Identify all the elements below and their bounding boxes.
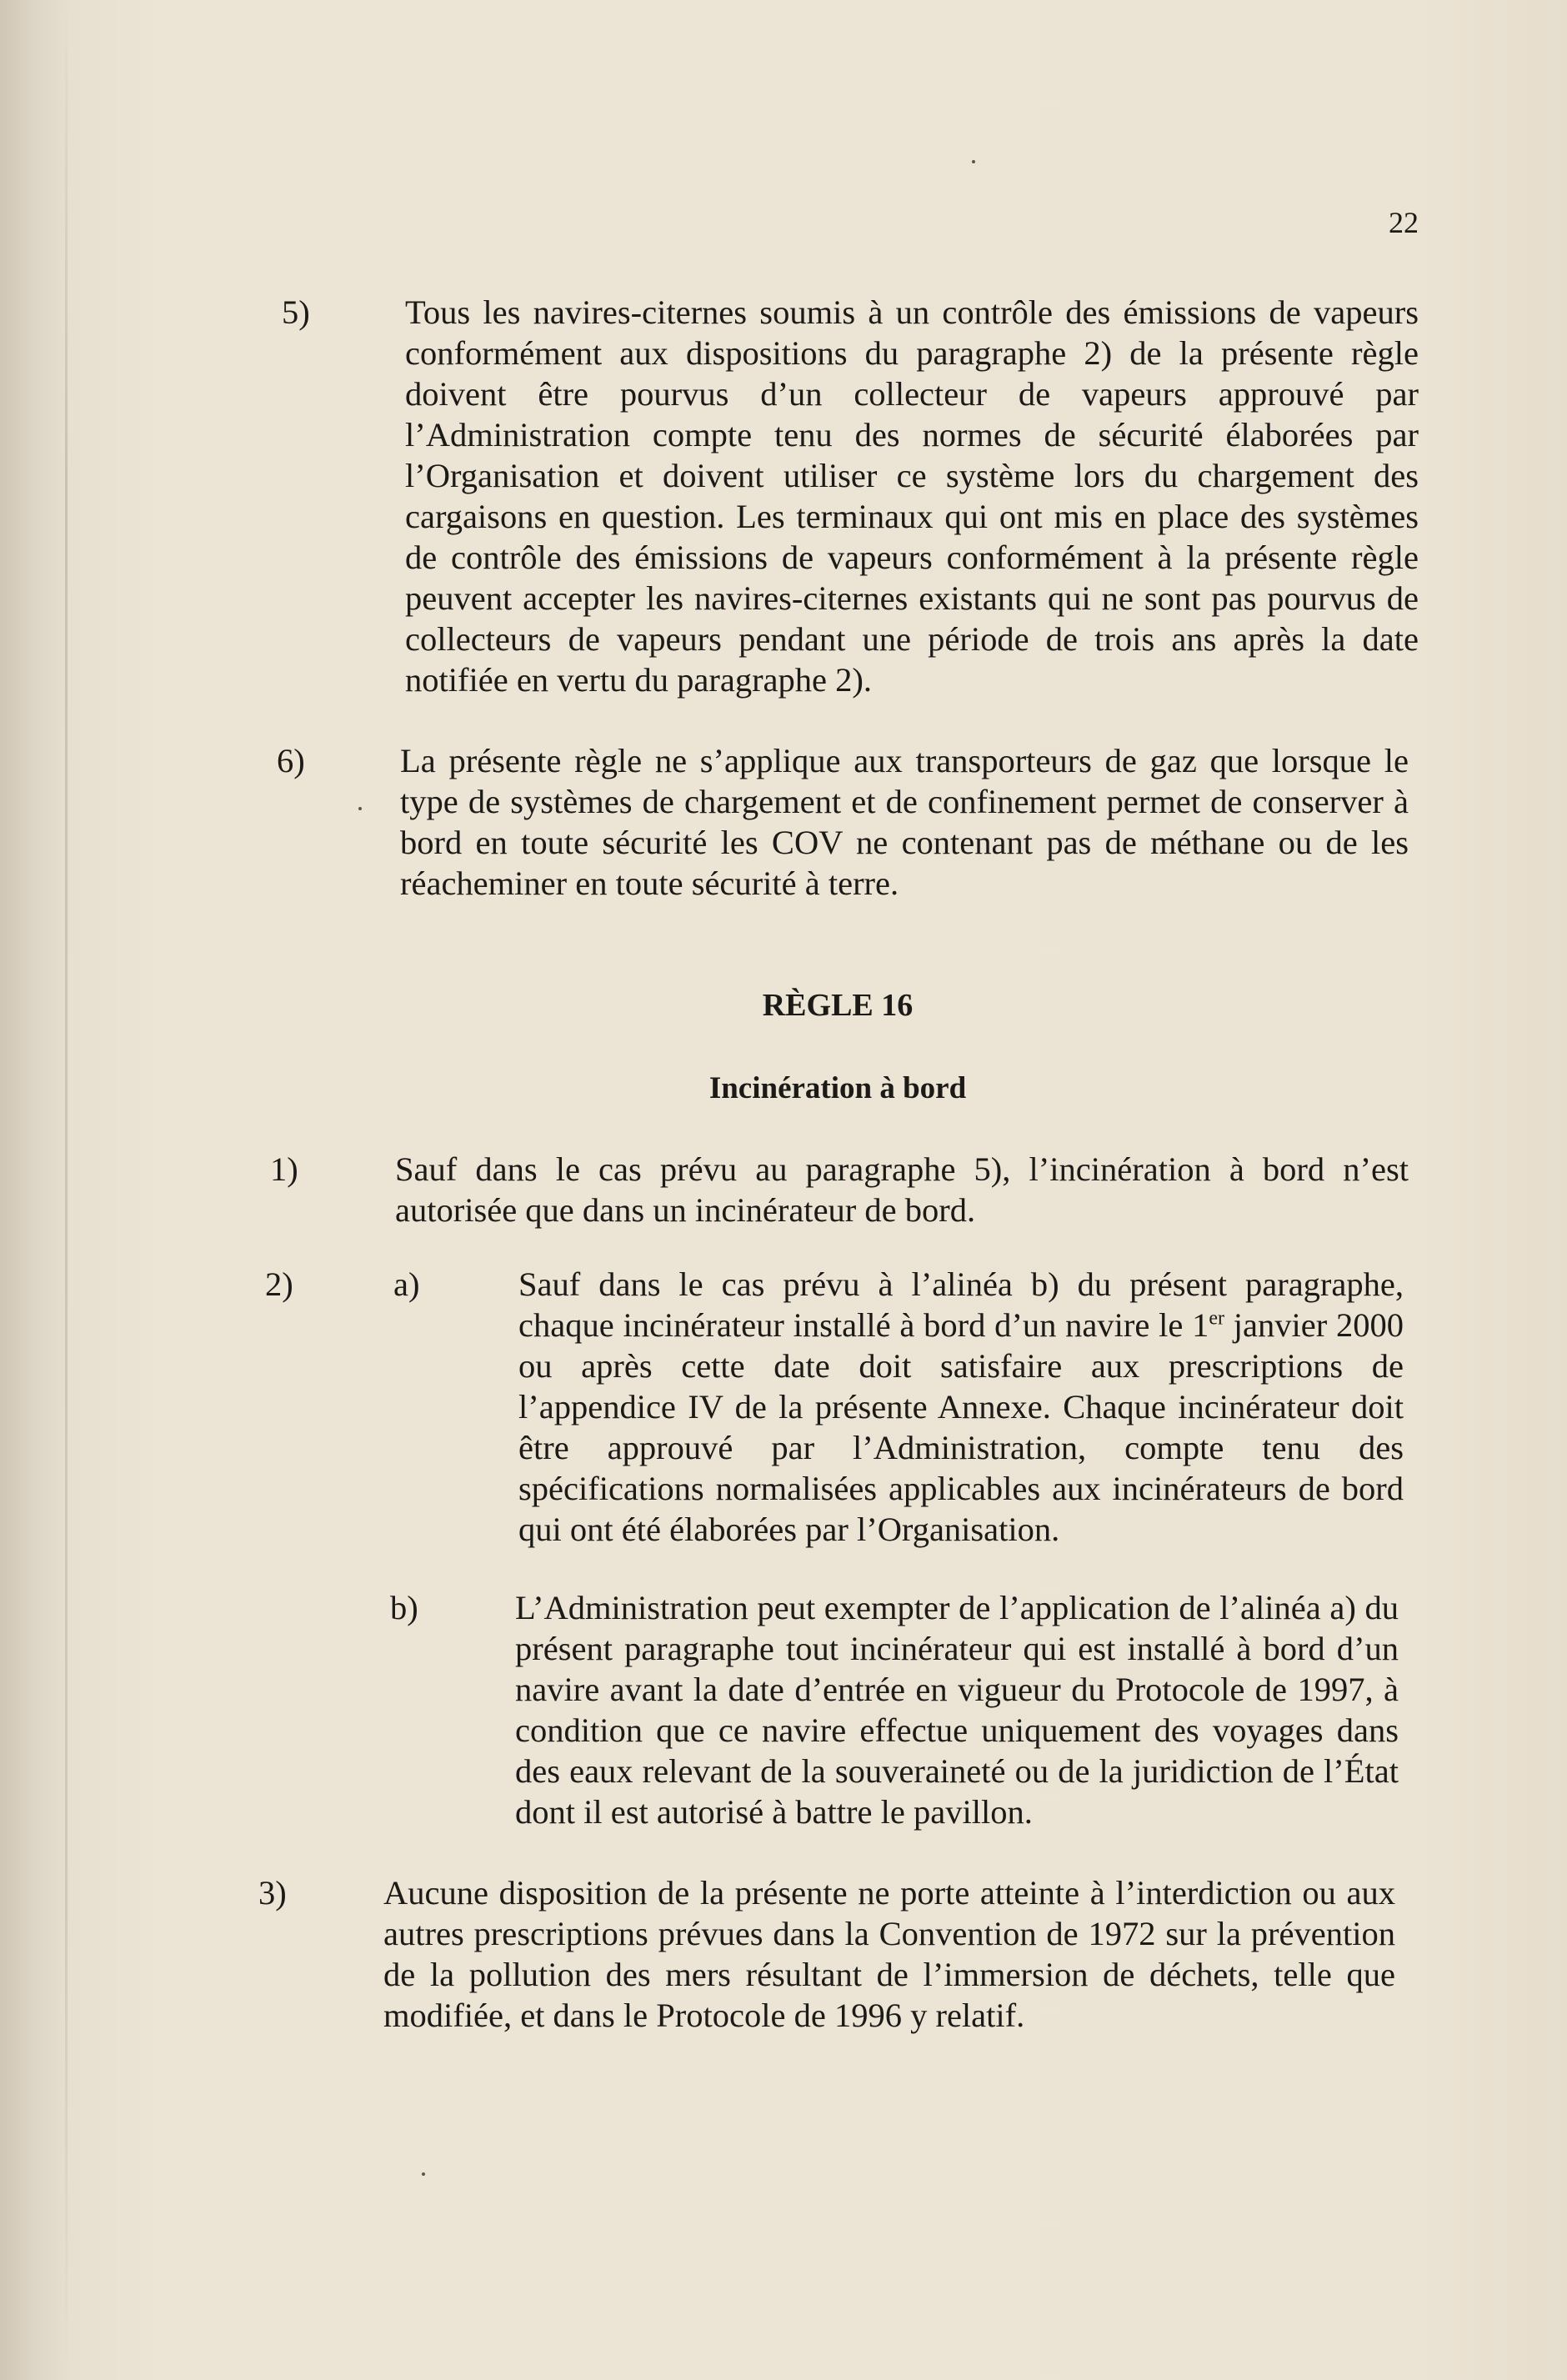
paragraph-6-number: 6) [277,742,305,779]
rule-title: RÈGLE 16 [762,988,914,1023]
subparagraph-a-text-end: janvier 2000 ou après cette date doit satisfaire aux prescriptions de l’appendice IV de la présente Annexe. Chaque incinérateur doit être approuvé par l’Administration, compte tenu des spécifications normalisées applicables aux incinérateurs de bord qui ont été élaborées par l’Organisation. [518,1306,1404,1548]
rule-paragraph-3-text: Aucune disposition de la présente ne porte atteinte à l’interdiction ou aux autres prescriptions prévues dans la Convention de 1972 sur la prévention de la pollution des mers résultant de l’immersion de déchets, telle que modifiée, et dans le Protocole de 1996 y relatif. [383,1874,1395,2034]
rule-subtitle: Incinération à bord [708,1071,967,1105]
paragraph-5-text: Tous les navires-citernes soumis à un contrôle des émissions de vapeurs conformément aux dispositions du paragraphe 2) de la présente règle doivent être pourvus d’un collecteur de vapeurs approuvé par l’Administration compte tenu des normes de sécurité élaborées par l’Organisation et doivent utiliser ce système lors du chargement des cargaisons en question. Les terminaux qui ont mis en place des systèmes de contrôle des émissions de vapeurs conformément à la présente règle peuvent accepter les navires-citernes existants qui ne sont pas pourvus de collecteurs de vapeurs pendant une période de trois ans après la date notifiée en vertu du paragraphe 2). [405,293,1419,699]
rule-paragraph-1-number: 1) [270,1150,298,1188]
subparagraph-a-label: a) [393,1265,420,1303]
subparagraph-a-text [518,1264,1404,1550]
ordinal-superscript: er [1209,1307,1224,1330]
paragraph-5-number: 5) [282,293,310,331]
binding-shadow [65,0,68,2380]
subparagraph-b-text: L’Administration peut exempter de l’application de l’alinéa a) du présent paragraphe tout incinérateur qui est installé à bord d’un navire avant la date d’entrée en vigueur du Protocole de 1997, à condition que ce navire effectue uniquement des voyages dans des eaux relevant de la souveraineté ou de la juridiction de l’État dont il est autorisé à battre le pavillon. [515,1589,1399,1831]
scan-speck [358,807,362,810]
scan-speck [972,160,975,163]
subparagraph-a-text-start: Sauf dans le cas prévu à l’alinéa b) du présent paragraphe, chaque incinérateur installé à bord d’un navire le 1 [518,1265,1404,1344]
rule-paragraph-3-number: 3) [258,1874,287,1912]
rule-paragraph-2-number: 2) [265,1265,293,1303]
page-number: 22 [1389,206,1419,239]
subparagraph-b-label: b) [390,1589,418,1626]
paragraph-6-text: La présente règle ne s’applique aux transporteurs de gaz que lorsque le type de systèmes de chargement et de confinement permet de conserver à bord en toute sécurité les COV ne contenant pas de méthane ou de les réacheminer en toute sécurité à terre. [400,742,1409,902]
scan-speck [422,2172,425,2176]
rule-paragraph-1-text: Sauf dans le cas prévu au paragraphe 5), l’incinération à bord n’est autorisée que dans un incinérateur de bord. [395,1150,1409,1229]
